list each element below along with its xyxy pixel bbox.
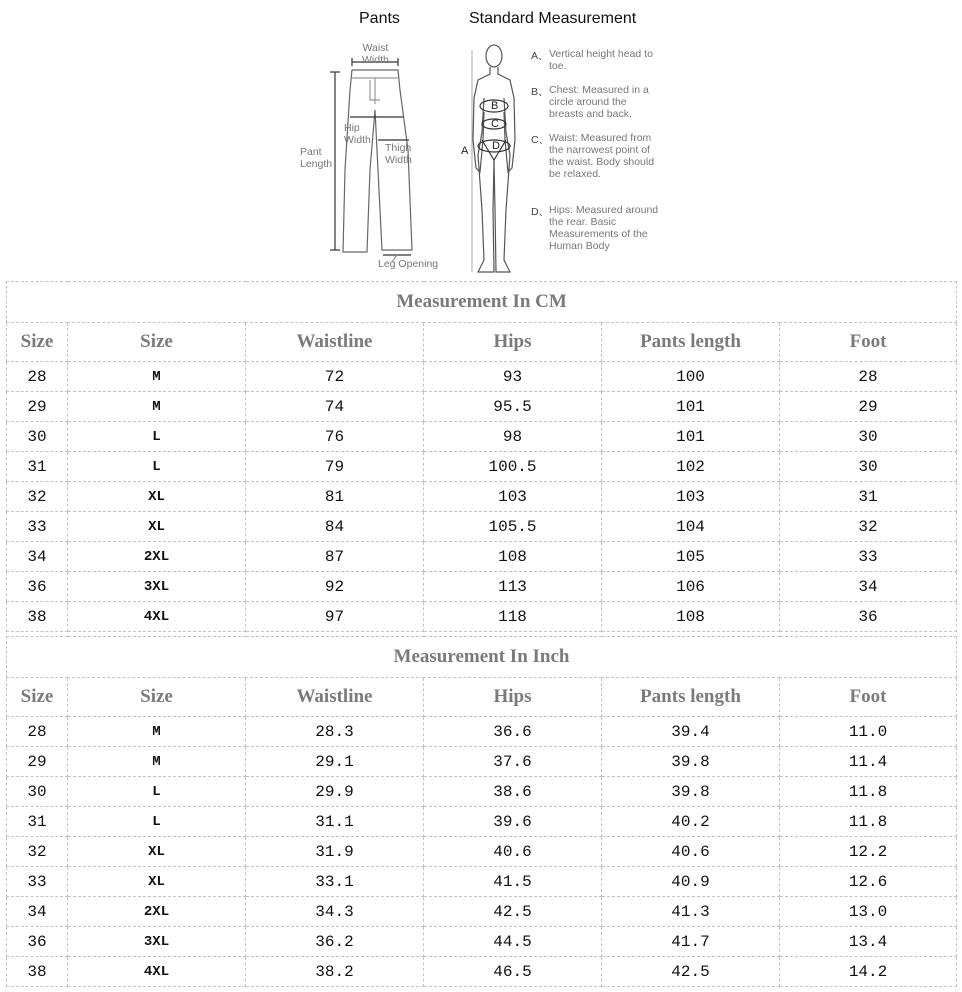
cell-pants-length: 108 [602,602,780,632]
cell-waistline: 81 [246,482,424,512]
cell-pants-length: 105 [602,542,780,572]
cell-hips: 98 [424,422,602,452]
cell-size-code: M [68,392,246,422]
cell-foot: 12.6 [780,867,957,897]
cell-size: 32 [7,837,68,867]
cell-waistline: 31.9 [246,837,424,867]
cell-waistline: 29.9 [246,777,424,807]
col-header-size-code: Size [68,323,246,362]
cell-size: 29 [7,747,68,777]
hip-width-label: Hip Width [344,122,371,146]
cell-size: 34 [7,897,68,927]
table-title-cm: Measurement In CM [7,282,957,323]
cell-size-code: 2XL [68,542,246,572]
cell-size-code: L [68,452,246,482]
cell-hips: 108 [424,542,602,572]
cell-hips: 93 [424,362,602,392]
cell-size-code: XL [68,867,246,897]
cell-size: 36 [7,927,68,957]
cell-size: 32 [7,482,68,512]
cell-pants-length: 40.6 [602,837,780,867]
cell-size-code: 3XL [68,572,246,602]
table-row [7,572,957,602]
waist-width-label: Waist Width [362,42,389,66]
col-header-size: Size [7,678,68,717]
cell-waistline: 92 [246,572,424,602]
cell-hips: 118 [424,602,602,632]
cell-size: 30 [7,422,68,452]
cell-foot: 30 [780,452,957,482]
cell-foot: 11.8 [780,777,957,807]
table-row [7,512,957,542]
cell-size: 31 [7,807,68,837]
cell-foot: 31 [780,482,957,512]
measurement-illustration [0,0,962,280]
cell-size-code: L [68,777,246,807]
cell-pants-length: 106 [602,572,780,602]
cell-pants-length: 100 [602,362,780,392]
note-a: Vertical height head to toe. [549,48,653,72]
cell-hips: 103 [424,482,602,512]
leg-opening-label: Leg Opening [378,258,439,270]
cell-foot: 13.4 [780,927,957,957]
cell-waistline: 31.1 [246,807,424,837]
cell-hips: 100.5 [424,452,602,482]
cell-size: 38 [7,602,68,632]
table-row [7,452,957,482]
cell-size: 33 [7,512,68,542]
cell-pants-length: 42.5 [602,957,780,987]
cell-foot: 12.2 [780,837,957,867]
cell-hips: 42.5 [424,897,602,927]
cell-size-code: M [68,717,246,747]
cell-size-code: M [68,362,246,392]
cell-size-code: 4XL [68,602,246,632]
cell-hips: 46.5 [424,957,602,987]
cell-hips: 37.6 [424,747,602,777]
table-row [7,362,957,392]
table-row [7,837,957,867]
illustration-drawing [0,0,962,280]
cell-pants-length: 40.9 [602,867,780,897]
cell-size: 36 [7,572,68,602]
size-table-inch [6,636,957,987]
note-key-a: A、 [531,50,549,62]
cell-waistline: 76 [246,422,424,452]
cell-size-code: XL [68,482,246,512]
cell-hips: 105.5 [424,512,602,542]
letter-d: D [492,140,500,152]
cell-waistline: 33.1 [246,867,424,897]
cell-size: 30 [7,777,68,807]
cell-pants-length: 40.2 [602,807,780,837]
cell-hips: 95.5 [424,392,602,422]
table-row [7,422,957,452]
cell-waistline: 79 [246,452,424,482]
cell-size: 38 [7,957,68,987]
cell-waistline: 74 [246,392,424,422]
letter-c: C [491,118,499,130]
col-header-hips: Hips [424,323,602,362]
cell-pants-length: 101 [602,422,780,452]
cell-pants-length: 41.3 [602,897,780,927]
cell-pants-length: 39.4 [602,717,780,747]
cell-size-code: XL [68,837,246,867]
col-header-waistline: Waistline [246,678,424,717]
cell-foot: 11.8 [780,807,957,837]
cell-foot: 36 [780,602,957,632]
cell-hips: 38.6 [424,777,602,807]
letter-a: A [461,145,469,157]
col-header-size-code: Size [68,678,246,717]
col-header-pants-length: Pants length [602,323,780,362]
cell-waistline: 97 [246,602,424,632]
cell-size-code: L [68,807,246,837]
cell-waistline: 38.2 [246,957,424,987]
cell-foot: 11.0 [780,717,957,747]
cell-waistline: 87 [246,542,424,572]
cell-size: 33 [7,867,68,897]
table-row [7,717,957,747]
table-row [7,867,957,897]
cell-foot: 28 [780,362,957,392]
col-header-hips: Hips [424,678,602,717]
cell-foot: 30 [780,422,957,452]
cell-pants-length: 102 [602,452,780,482]
cell-pants-length: 104 [602,512,780,542]
cell-hips: 36.6 [424,717,602,747]
cell-pants-length: 101 [602,392,780,422]
table-title-inch: Measurement In Inch [7,637,957,678]
cell-size-code: 3XL [68,927,246,957]
cell-waistline: 28.3 [246,717,424,747]
cell-size-code: XL [68,512,246,542]
note-key-d: D、 [531,206,550,218]
cell-size-code: 4XL [68,957,246,987]
cell-hips: 113 [424,572,602,602]
body-figure-drawing [473,45,515,272]
col-header-foot: Foot [780,323,957,362]
cell-waistline: 29.1 [246,747,424,777]
note-b: Chest: Measured in a circle around the breasts and back. [549,84,649,120]
cell-foot: 13.0 [780,897,957,927]
cell-waistline: 34.3 [246,897,424,927]
table-row [7,602,957,632]
note-key-b: B、 [531,86,549,98]
cell-pants-length: 39.8 [602,777,780,807]
letter-b: B [491,100,499,112]
note-key-c: C、 [531,134,550,146]
table-row [7,897,957,927]
cell-hips: 44.5 [424,927,602,957]
cell-size: 31 [7,452,68,482]
cell-foot: 11.4 [780,747,957,777]
size-table-cm [6,281,957,632]
col-header-waistline: Waistline [246,323,424,362]
table-row [7,392,957,422]
cell-hips: 40.6 [424,837,602,867]
table-row [7,927,957,957]
table-row [7,542,957,572]
pant-length-label: Pant Length [300,146,333,170]
table-row [7,777,957,807]
cell-pants-length: 39.8 [602,747,780,777]
table-row [7,807,957,837]
cell-size-code: L [68,422,246,452]
cell-size-code: M [68,747,246,777]
cell-size: 29 [7,392,68,422]
col-header-pants-length: Pants length [602,678,780,717]
cell-pants-length: 41.7 [602,927,780,957]
standard-measurement-heading: Standard Measurement [469,10,637,27]
cell-foot: 29 [780,392,957,422]
pants-heading: Pants [359,10,400,27]
cell-waistline: 72 [246,362,424,392]
cell-size: 28 [7,717,68,747]
cell-pants-length: 103 [602,482,780,512]
col-header-foot: Foot [780,678,957,717]
thigh-width-label: Thigh Width [385,142,412,166]
note-d: Hips: Measured around the rear. Basic Measurements of the Human Body [549,204,659,252]
cell-waistline: 36.2 [246,927,424,957]
table-row [7,482,957,512]
table-row [7,747,957,777]
cell-foot: 32 [780,512,957,542]
cell-foot: 34 [780,572,957,602]
cell-hips: 41.5 [424,867,602,897]
cell-foot: 14.2 [780,957,957,987]
cell-size-code: 2XL [68,897,246,927]
note-c: Waist: Measured from the narrowest point of the waist. Body should be relaxed. [549,132,655,180]
cell-hips: 39.6 [424,807,602,837]
cell-size: 28 [7,362,68,392]
table-row [7,957,957,987]
cell-size: 34 [7,542,68,572]
cell-waistline: 84 [246,512,424,542]
col-header-size: Size [7,323,68,362]
cell-foot: 33 [780,542,957,572]
